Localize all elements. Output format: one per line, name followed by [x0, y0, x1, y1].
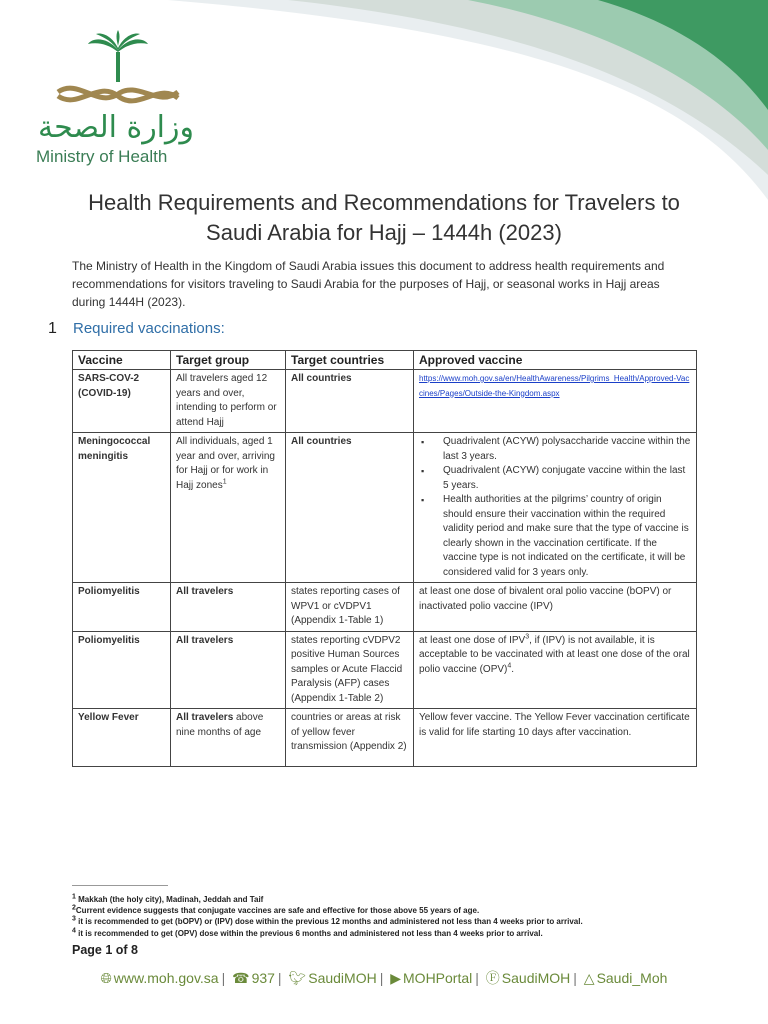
separator: | — [277, 970, 282, 986]
approved-text-1: at least one dose of IPV — [419, 634, 526, 646]
approved-vaccine-cell — [414, 370, 697, 433]
target-countries-cell: countries or areas at risk of yellow fever transmission (Appendix 2) — [286, 709, 414, 767]
footnote-ref[interactable]: 1 — [222, 478, 227, 486]
snapchat-handle[interactable]: Saudi_Moh — [596, 970, 668, 986]
column-header-target-group: Target group — [171, 351, 286, 370]
footnote — [72, 928, 696, 939]
vaccine-cell: Yellow Fever — [73, 709, 171, 767]
footnote-number: 2 — [72, 904, 76, 912]
phone-number[interactable]: 937 — [251, 970, 275, 986]
separator: | — [475, 970, 479, 986]
title-line-1: Health Requirements and Recommendations for Travelers to — [88, 190, 680, 215]
list-item: ▪ Quadrivalent (ACYW) polysaccharide vaccine within the last 3 years. — [443, 435, 691, 464]
footnote-number: 4 — [72, 926, 76, 934]
title-line-2: Saudi Arabia for Hajj – 1444h (2023) — [206, 220, 562, 245]
vaccine-cell: Poliomyelitis — [73, 631, 171, 709]
page-number: Page 1 of 8 — [72, 943, 138, 957]
table-row — [73, 433, 697, 583]
footnote — [72, 905, 696, 916]
target-group-rest: above nine months of age — [176, 712, 264, 738]
footnote-text: Makkah (the holy city), Madinah, Jeddah and Taif — [75, 895, 264, 904]
approved-vaccine-cell — [414, 631, 697, 709]
target-countries-cell: All countries — [286, 433, 414, 583]
column-header-vaccine: Vaccine — [73, 351, 171, 370]
vaccine-cell: Meningococcal meningitis — [73, 433, 171, 583]
footnote-text: it is recommended to get (OPV) dose within the previous 6 months and administered not less than 4 weeks prior to arrival. — [75, 928, 543, 938]
column-header-target-countries: Target countries — [286, 351, 414, 370]
separator: | — [221, 970, 226, 986]
footnote-divider — [72, 885, 168, 886]
logo-arabic-text: وزارة الصحة — [38, 110, 194, 145]
section-title: Required vaccinations: — [73, 320, 225, 337]
phone-icon: ☎︎ — [232, 970, 250, 986]
list-item: ▪ Quadrivalent (ACYW) conjugate vaccine within the last 5 years. — [443, 464, 691, 493]
footnote-number: 3 — [72, 915, 76, 923]
separator: | — [379, 970, 384, 986]
footnote-text: Current evidence suggests that conjugate vaccines are safe and effective for those above 55 years of age. — [75, 906, 480, 916]
section-number: 1 — [48, 320, 57, 337]
approved-vaccine-cell: at least one dose of bivalent oral polio vaccine (bOPV) or inactivated polio vaccine (IPV) — [414, 583, 697, 632]
table-row — [73, 709, 697, 767]
footnote — [72, 916, 696, 927]
target-countries-cell: All countries — [286, 370, 414, 433]
globe-icon: 🌐︎ — [100, 970, 112, 986]
approved-vaccines-link[interactable]: https://www.moh.gov.sa/en/HealthAwareness/Pilgrims_Health/Approved-Vaccines/Pages/Outside-the-Kingdom.aspx — [419, 374, 690, 398]
facebook-handle[interactable]: SaudiMOH — [501, 970, 571, 986]
target-group-cell — [171, 709, 286, 767]
target-countries-cell: states reporting cVDPV2 positive Human Sources samples or Acute Flaccid Paralysis (AFP) cases (Appendix 1-Table 2) — [286, 631, 414, 709]
target-group-cell: All travelers — [171, 583, 286, 632]
approved-vaccine-cell — [414, 433, 697, 583]
footnote-number: 1 — [72, 893, 76, 901]
target-group-cell: All travelers — [171, 631, 286, 709]
footnote-text: it is recommended to get (bOPV) or (IPV) dose within the previous 12 months and administered not less than 4 weeks prior to arrival. — [75, 917, 583, 927]
twitter-handle[interactable]: SaudiMOH — [308, 970, 377, 986]
twitter-icon: 🐦︎ — [288, 970, 307, 986]
target-group-text: All individuals, aged 1 year and over, arriving for Hajj or for work in Hajj zones — [176, 436, 275, 491]
contact-footer — [0, 968, 768, 988]
approved-text-2: , if (IPV) is not available, it is acceptable to be vaccinated with at least one dose of the oral polio vaccine (OPV) — [419, 634, 690, 675]
approved-vaccine-list — [419, 435, 691, 580]
youtube-icon: ▶︎ — [390, 970, 402, 986]
table-row — [73, 583, 697, 632]
logo-english-text: Ministry of Health — [36, 147, 168, 166]
vaccination-table — [72, 350, 697, 767]
target-group-bold: All travelers — [176, 712, 234, 723]
column-header-approved-vaccine: Approved vaccine — [414, 351, 697, 370]
youtube-handle[interactable]: MOHPortal — [403, 970, 473, 986]
table-header-row — [73, 351, 697, 370]
facebook-icon: Ⓕ — [485, 970, 500, 986]
vaccine-cell: SARS-COV-2 (COVID-19) — [73, 370, 171, 433]
website-link[interactable]: www.moh.gov.sa — [113, 970, 219, 986]
target-group-cell — [171, 433, 286, 583]
footnotes — [72, 894, 696, 939]
target-countries-cell: states reporting cases of WPV1 or cVDPV1 (Appendix 1-Table 1) — [286, 583, 414, 632]
table-row — [73, 631, 697, 709]
approved-vaccine-cell: Yellow fever vaccine. The Yellow Fever vaccination certificate is valid for life starting 10 days after vaccination. — [414, 709, 697, 767]
table-row — [73, 370, 697, 433]
vaccine-cell: Poliomyelitis — [73, 583, 171, 632]
footnote-ref[interactable]: 3 — [525, 633, 530, 641]
footnote — [72, 894, 696, 905]
footnote-ref[interactable]: 4 — [507, 662, 512, 670]
separator: | — [573, 970, 577, 986]
list-item: ▪ Health authorities at the pilgrims’ country of origin should ensure their vaccination within the required validity period and make sure that the type of vaccine is clearly shown in the vaccination certificate. If the vaccine type is not indicated on the certificate, it will be considered valid for 3 years only. — [443, 493, 691, 580]
intro-paragraph: The Ministry of Health in the Kingdom of Saudi Arabia issues this document to address health requirements and recommendations for visitors traveling to Saudi Arabia for the purposes of Hajj, or seasonal works in Hajj areas during 1444H (2023). — [72, 259, 665, 309]
approved-text-3: . — [511, 663, 515, 675]
target-group-cell: All travelers aged 12 years and over, intending to perform or attend Hajj — [171, 370, 286, 433]
snapchat-icon: △ — [583, 970, 595, 986]
document-title — [72, 188, 696, 248]
header-swoosh — [168, 0, 768, 200]
